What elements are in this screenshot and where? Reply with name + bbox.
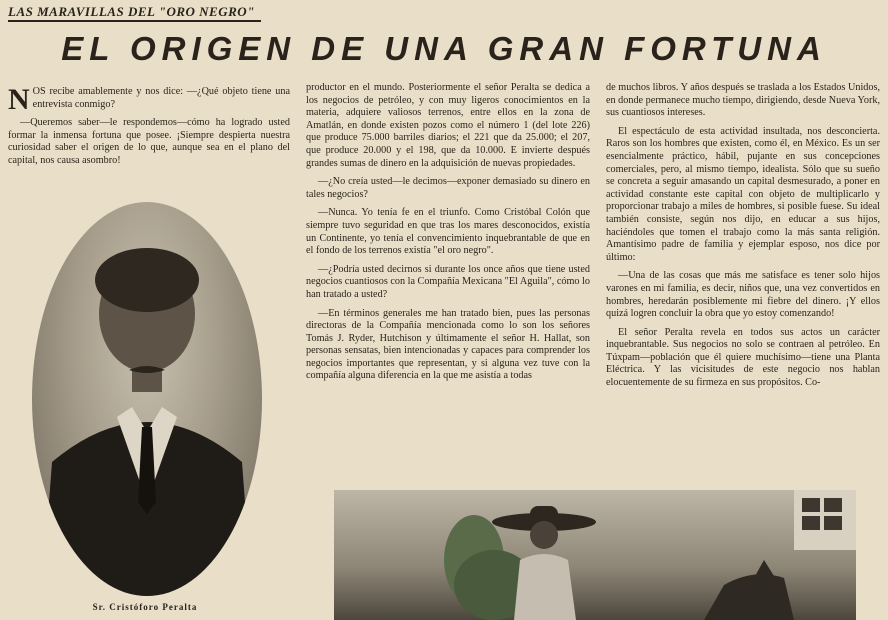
column-2 — [306, 82, 590, 389]
paragraph: —Una de las cosas que más me satisface es tener solo hijos varones en mi familia, es decir, niños que, una vez convertidos en hombres, heredarán posiblemente mi fiebre del dinero. ¡Y ellos quizá logren concluir la obra que yo estoy comenzando! — [606, 270, 880, 320]
paragraph: de muchos libros. Y años después se traslada a los Estados Unidos, en donde permanece mucho tiempo, dirigiendo, desde Nueva York, sus cuantiosos intereses. — [606, 82, 880, 119]
paragraph: —Nunca. Yo tenía fe en el triunfo. Como Cristóbal Colón que siempre tuvo seguridad en que tras los mares desconocidos, existía un Continente, yo tenía el convencimiento inquebrantable de que en el fondo de los terrenos existía "el oro negro". — [306, 207, 590, 257]
drop-cap: N — [8, 83, 30, 116]
paragraph-text: OS recibe amablemente y nos dice: —¿Qué objeto tiene una entrevista conmigo? — [32, 86, 290, 110]
rider-photo — [334, 490, 856, 620]
column-1 — [8, 83, 290, 174]
portrait-figure — [32, 202, 262, 596]
article-title: EL ORIGEN DE UNA GRAN FORTUNA — [61, 30, 827, 67]
rider-scene — [334, 490, 856, 620]
paragraph — [8, 83, 290, 116]
paragraph: productor en el mundo. Posteriormente el señor Peralta se dedica a los negocios de petróleo, y con muy ligeros conocimientos en la materia, adquiere valiosos terrenos, entre ellos en la zona de Amatlán, en donde existen pozos como el número 1 (del lote 226) que produce 75.000 barriles diarios; el 221 que da 25.000; el 207, que produce 20.000 y el 198, que da 10.000. E invierte después grandes sumas de dinero en la adquisición de nuevas propiedades. — [306, 82, 590, 169]
paragraph: El espectáculo de esta actividad insultada, nos desconcierta. Raros son los hombres que existen, como él, en México. Es un ser esencialmente práctico, hábil, pujante en sus concepciones comerciales, pero, al mismo tiempo, idealista. Sólo que su sueño se concreta a seguir amasando un capital desmesurado, a poner en actividad constante este capital con objeto de multiplicarlo y proporcionar trabajo a miles de hombres, si posible fuese. Su ideal también consiste, según nos dijo, en educar a sus hijos, haciéndoles que tomen el trabajo como la más santa religión. Amantísimo padre de familia y ejemplar esposo, nos dice por último: — [606, 125, 880, 263]
paragraph: —¿No creía usted—le decimos—exponer demasiado su dinero en tales negocios? — [306, 176, 590, 200]
paragraph: El señor Peralta revela en todos sus actos un carácter inquebrantable. Sus negocios no solo se contraen al petróleo. En Túxpam—población que él quiere muchísimo—tiene una Planta Eléctrica. Y las vicisitudes de este negocio nos hablan elocuentemente de su firmeza en sus propósitos. Co- — [606, 326, 880, 389]
paragraph: —¿Podría usted decirnos si durante los once años que tiene usted negocios cuantiosos con la Compañía Mexicana "El Aguila", cómo lo han tratado a usted? — [306, 263, 590, 300]
section-header: LAS MARAVILLAS DEL "ORO NEGRO" — [8, 4, 261, 22]
paragraph: —Queremos saber—le respondemos—cómo ha logrado usted formar la inmensa fortuna que posee. ¡Siempre despierta nuestra curiosidad saber el origen de lo que, aunque sea en el plano del capital, nos causa asombro! — [8, 117, 290, 166]
portrait-caption: Sr. Cristóforo Peralta — [92, 602, 198, 612]
paragraph: —En términos generales me han tratado bien, pues las personas directoras de la Compañía mencionada como lo son los señores Tomás J. Ryder, Hutchison y últimamente el señor H. Hallat, son personas sensatas, bien intencionadas y capaces para comprender los negocios importantes que representan, y si alguna vez tuve con la compañía alguna diferencia en la que me asistía a todas — [306, 307, 590, 382]
portrait-photo — [32, 202, 262, 596]
column-3 — [606, 82, 880, 396]
